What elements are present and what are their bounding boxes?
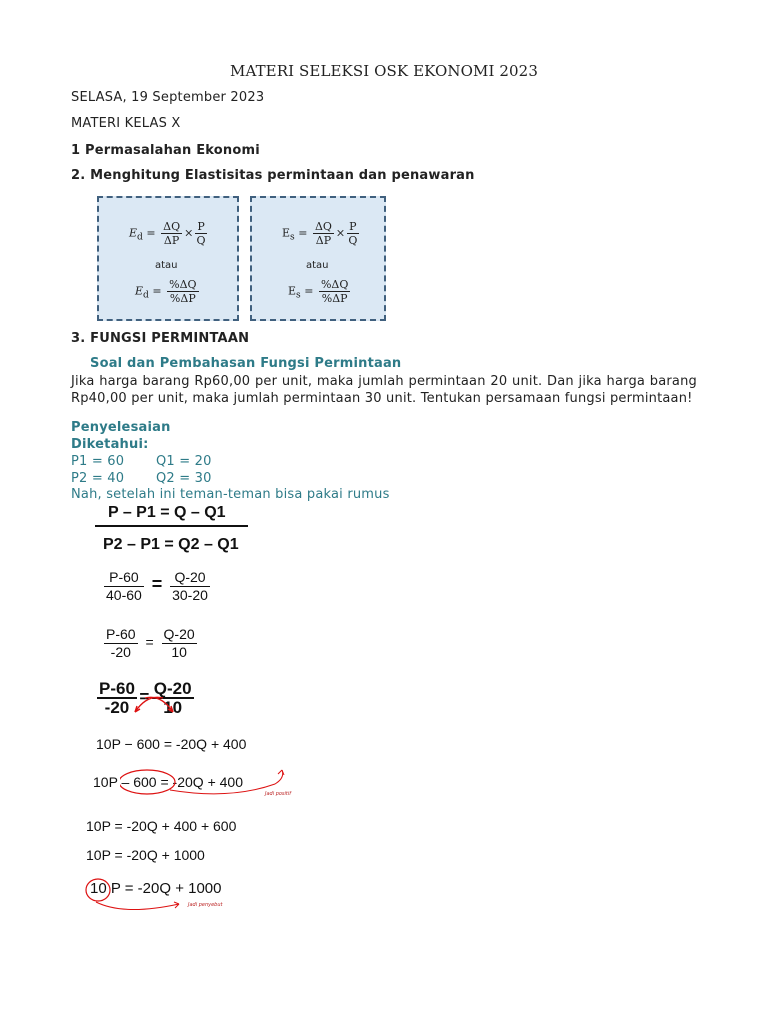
demand-formula-1: $E_d$ = $\frac{\Delta Q}{\Delta P}$ × $\frac{P}{Q}$ — [129, 220, 206, 247]
solution-heading: Penyelesaian — [71, 420, 171, 435]
step-1-equation: $\frac{P-60}{40-60}$ = $\frac{Q-20}{30-20}$ — [106, 569, 208, 603]
step-8-equation: 10 P = -20Q + 1000 — [90, 880, 222, 897]
document-title: MATERI SELEKSI OSK EKONOMI 2023 — [230, 62, 538, 80]
demand-or-label: atau — [155, 260, 178, 271]
supply-or-label: atau — [306, 260, 329, 271]
general-formula-divider — [95, 525, 248, 527]
step-4-equation: 10P − 600 = -20Q + 400 — [96, 736, 247, 752]
step-5-equation: 10P – 600 = -20Q + 400 — [93, 774, 243, 790]
fraction: $\frac{P}{Q}$ — [196, 220, 206, 247]
supply-formula-1: $E_s$ = $\frac{\Delta Q}{\Delta P}$ × $\frac{P}{Q}$ — [282, 220, 358, 247]
fraction: $\frac{\Delta Q}{\Delta P}$ — [314, 220, 332, 247]
fraction: $\frac{\%\Delta Q}{\%\Delta P}$ — [320, 278, 349, 305]
fraction: $\frac{\Delta Q}{\Delta P}$ — [163, 220, 181, 247]
given-p2: P2 = 40 — [71, 471, 125, 486]
demand-formula-2: $E_d$ = $\frac{\%\Delta Q}{\%\Delta P}$ — [135, 278, 197, 305]
given-p1: P1 = 60 — [71, 454, 125, 469]
step-2-equation: $\frac{P-60}{-20}$ = $\frac{Q-20}{10}$ — [106, 626, 195, 660]
step-3-equation: $\frac{P-60}{-20}$ = $\frac{Q-20}{10}$ — [99, 679, 192, 717]
given-q2: Q2 = 30 — [156, 471, 212, 486]
step-7-equation: 10P = -20Q + 1000 — [86, 847, 205, 863]
supply-elasticity-box — [250, 196, 386, 321]
problem-text: Jika harga barang Rp60,00 per unit, maka jumlah permintaan 20 unit. Dan jika harga barang Rp40,00 per unit, maka jumlah permintaan 30 unit. Tentukan persamaan fungsi permintaan! — [71, 374, 697, 406]
date-line: SELASA, 19 September 2023 — [71, 90, 265, 105]
cross-multiply-arrows-icon — [125, 690, 185, 720]
step-8-note: Jadi penyebut — [188, 902, 223, 908]
section-3-heading: 3. FUNGSI PERMINTAAN — [71, 331, 250, 346]
step-6-equation: 10P = -20Q + 400 + 600 — [86, 818, 237, 834]
problem-subtitle: Soal dan Pembahasan Fungsi Permintaan — [90, 356, 402, 371]
general-formula-numerator: P – P1 = Q – Q1 — [108, 504, 226, 521]
circled-term: – 600 — [121, 774, 157, 790]
general-formula-denominator: P2 – P1 = Q2 – Q1 — [103, 536, 239, 553]
given-label: Diketahui: — [71, 437, 149, 452]
section-1-heading: 1 Permasalahan Ekonomi — [71, 143, 260, 158]
supply-formula-2: $E_s$ = $\frac{\%\Delta Q}{\%\Delta P}$ — [288, 278, 349, 305]
fraction: $\frac{\%\Delta Q}{\%\Delta P}$ — [169, 278, 197, 305]
formula-intro-note: Nah, setelah ini teman-teman bisa pakai rumus — [71, 487, 390, 502]
demand-elasticity-box — [97, 196, 239, 321]
circle-arrow-annotation-icon — [84, 876, 204, 916]
fraction: $\frac{P}{Q}$ — [348, 220, 358, 247]
given-q1: Q1 = 20 — [156, 454, 212, 469]
section-2-heading: 2. Menghitung Elastisitas permintaan dan penawaran — [71, 168, 475, 183]
class-line: MATERI KELAS X — [71, 116, 181, 131]
step-5-note: Jadi positif — [265, 791, 292, 797]
